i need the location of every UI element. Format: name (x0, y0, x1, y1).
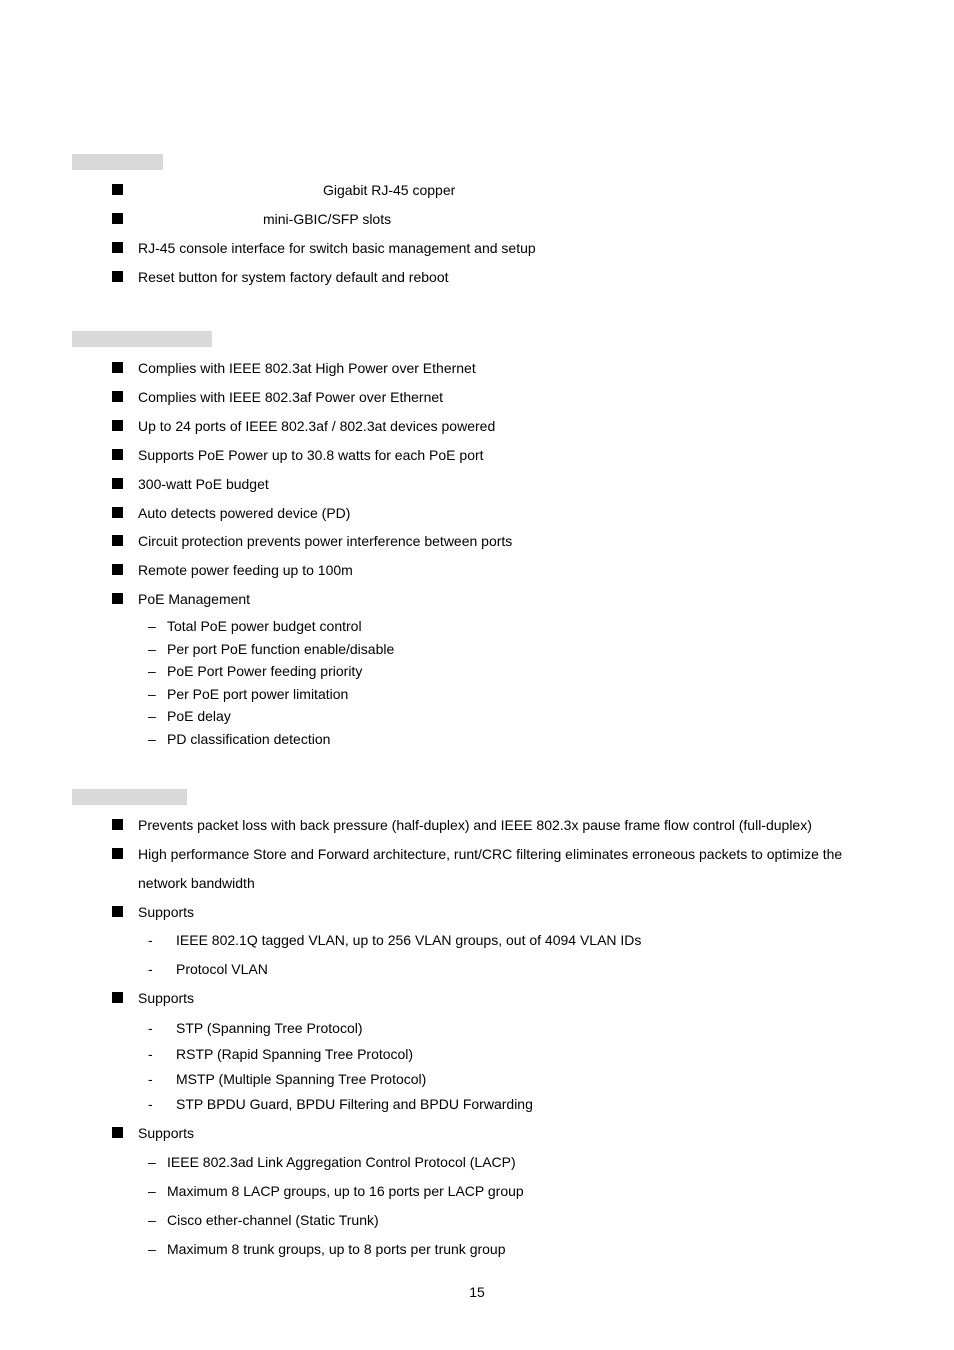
square-bullet-icon (112, 420, 123, 431)
sub-list-item (0, 661, 954, 681)
square-bullet-icon (112, 1127, 123, 1138)
list-item-text: Auto detects powered device (PD) (138, 505, 351, 521)
page-number: 15 (469, 1284, 485, 1300)
list-item (0, 902, 954, 922)
square-bullet-icon (112, 242, 123, 253)
sub-list-item-text: MSTP (Multiple Spanning Tree Protocol) (176, 1071, 427, 1087)
sub-list-item (0, 1018, 954, 1038)
sub-list-item (0, 959, 954, 979)
list-item-text: Supports (138, 1125, 195, 1141)
list-item-text: Complies with IEEE 802.3af Power over Ethernet (138, 389, 444, 405)
list-item (0, 180, 954, 200)
dash-bullet: - (148, 1096, 153, 1112)
list-item (0, 416, 954, 436)
list-item-text: Up to 24 ports of IEEE 802.3af / 802.3at devices powered (138, 418, 496, 434)
list-item (0, 387, 954, 407)
list-item-text: Reset button for system factory default and reboot (138, 269, 449, 285)
list-item (0, 560, 954, 580)
list-item-text: Prevents packet loss with back pressure (half-duplex) and IEEE 802.3x pause frame flow control (full-duplex) (138, 817, 812, 833)
sub-list-item-text: Per port PoE function enable/disable (167, 641, 395, 657)
sub-list-item (0, 1152, 954, 1172)
list-item (0, 815, 954, 835)
sub-list-item (0, 706, 954, 726)
dash-bullet: – (148, 686, 156, 702)
list-item (0, 267, 954, 287)
list-item (0, 209, 954, 229)
section-heading-redacted (72, 789, 187, 805)
square-bullet-icon (112, 992, 123, 1003)
section-heading-redacted (72, 154, 163, 170)
list-item (0, 445, 954, 465)
section-heading-redacted (72, 331, 212, 347)
dash-bullet: – (148, 1154, 156, 1170)
sub-list-item (0, 1069, 954, 1089)
list-item-text: Supports PoE Power up to 30.8 watts for each PoE port (138, 447, 484, 463)
list-item-text: Complies with IEEE 802.3at High Power over Ethernet (138, 360, 476, 376)
sub-list-item-text: STP BPDU Guard, BPDU Filtering and BPDU Forwarding (176, 1096, 533, 1112)
list-item (0, 531, 954, 551)
sub-list-item-text: RSTP (Rapid Spanning Tree Protocol) (176, 1046, 414, 1062)
list-item-text: RJ-45 console interface for switch basic management and setup (138, 240, 536, 256)
list-item-text: network bandwidth (138, 875, 255, 891)
sub-list-item-text: PoE Port Power feeding priority (167, 663, 363, 679)
list-item-continuation (0, 873, 954, 893)
list-item (0, 358, 954, 378)
sub-list-item-text: Per PoE port power limitation (167, 686, 349, 702)
list-item (0, 988, 954, 1008)
square-bullet-icon (112, 507, 123, 518)
sub-list-item (0, 639, 954, 659)
list-item-text: mini-GBIC/SFP slots (263, 211, 392, 227)
square-bullet-icon (112, 819, 123, 830)
list-item (0, 238, 954, 258)
list-item-text: 300-watt PoE budget (138, 476, 269, 492)
square-bullet-icon (112, 906, 123, 917)
dash-bullet: - (148, 1071, 153, 1087)
dash-bullet: - (148, 932, 153, 948)
sub-list-item (0, 684, 954, 704)
square-bullet-icon (112, 391, 123, 402)
square-bullet-icon (112, 535, 123, 546)
square-bullet-icon (112, 184, 123, 195)
sub-list-item-text: IEEE 802.3ad Link Aggregation Control Protocol (LACP) (167, 1154, 516, 1170)
sub-list-item-text: Maximum 8 LACP groups, up to 16 ports per LACP group (167, 1183, 524, 1199)
sub-list-item-text: Protocol VLAN (176, 961, 268, 977)
list-item-text: Gigabit RJ-45 copper (323, 182, 456, 198)
sub-list-item (0, 616, 954, 636)
list-item-text: Remote power feeding up to 100m (138, 562, 353, 578)
dash-bullet: – (148, 731, 156, 747)
list-item (0, 503, 954, 523)
dash-bullet: – (148, 1183, 156, 1199)
dash-bullet: – (148, 1212, 156, 1228)
list-item-text: PoE Management (138, 591, 251, 607)
list-item (0, 844, 954, 864)
sub-list-item (0, 930, 954, 950)
dash-bullet: - (148, 961, 153, 977)
dash-bullet: – (148, 663, 156, 679)
sub-list-item (0, 1094, 954, 1114)
list-item (0, 1123, 954, 1143)
square-bullet-icon (112, 362, 123, 373)
sub-list-item-text: Total PoE power budget control (167, 618, 362, 634)
square-bullet-icon (112, 478, 123, 489)
list-item-text: Supports (138, 904, 195, 920)
dash-bullet: - (148, 1020, 153, 1036)
sub-list-item-text: PD classification detection (167, 731, 331, 747)
sub-list-item (0, 1181, 954, 1201)
square-bullet-icon (112, 271, 123, 282)
dash-bullet: – (148, 641, 156, 657)
dash-bullet: – (148, 618, 156, 634)
square-bullet-icon (112, 449, 123, 460)
square-bullet-icon (112, 564, 123, 575)
list-item (0, 474, 954, 494)
square-bullet-icon (112, 593, 123, 604)
sub-list-item-text: Maximum 8 trunk groups, up to 8 ports per trunk group (167, 1241, 506, 1257)
sub-list-item (0, 1210, 954, 1230)
list-item-text: Supports (138, 990, 195, 1006)
sub-list-item-text: Cisco ether-channel (Static Trunk) (167, 1212, 379, 1228)
sub-list-item (0, 1239, 954, 1259)
sub-list-item-text: IEEE 802.1Q tagged VLAN, up to 256 VLAN groups, out of 4094 VLAN IDs (176, 932, 642, 948)
sub-list-item-text: STP (Spanning Tree Protocol) (176, 1020, 363, 1036)
square-bullet-icon (112, 848, 123, 859)
square-bullet-icon (112, 213, 123, 224)
dash-bullet: - (148, 1046, 153, 1062)
sub-list-item (0, 729, 954, 749)
dash-bullet: – (148, 1241, 156, 1257)
list-item-text: High performance Store and Forward architecture, runt/CRC filtering eliminates erroneous packets to optimize the (138, 846, 843, 862)
sub-list-item (0, 1044, 954, 1064)
sub-list-item-text: PoE delay (167, 708, 231, 724)
list-item (0, 589, 954, 609)
list-item-text: Circuit protection prevents power interference between ports (138, 533, 513, 549)
dash-bullet: – (148, 708, 156, 724)
